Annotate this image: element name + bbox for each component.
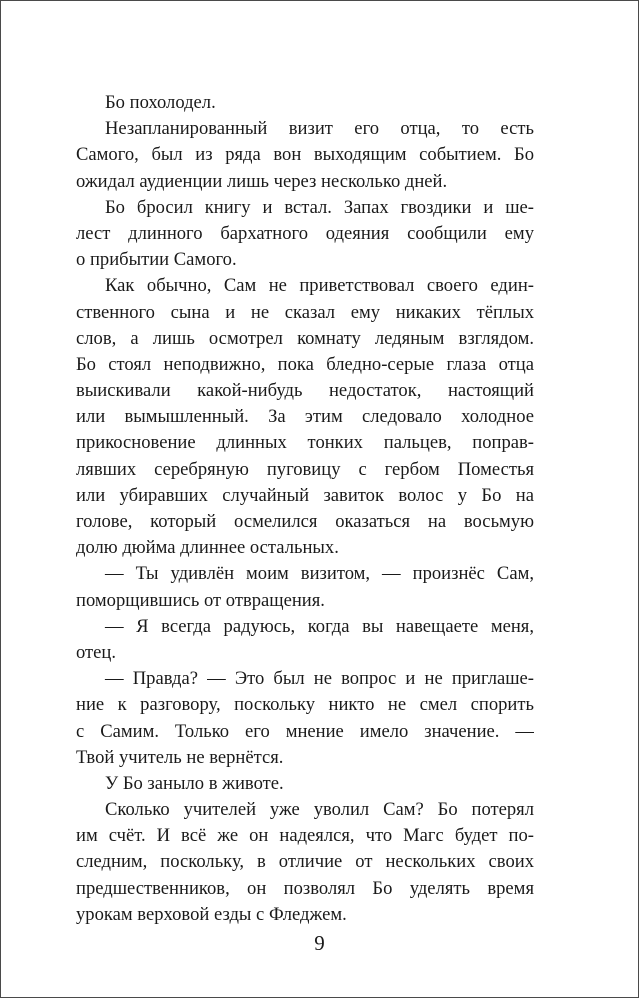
text-line: — Ты удивлён моим визитом, — произнёс Сам,	[105, 563, 534, 585]
text-line: Бо похолодел.	[105, 92, 216, 113]
text-line: — Я всегда радуюсь, когда вы навещаете меня,	[105, 615, 534, 637]
text-line: им счёт. И всё же он надеялся, что Магс будет по-	[76, 825, 534, 847]
text-line: о прибытии Самого.	[76, 249, 237, 271]
text-line: прикосновение длинных тонких пальцев, поправ-	[76, 432, 534, 454]
text-line: Бо бросил книгу и встал. Запах гвоздики и ше-	[105, 196, 534, 218]
text-line: долю дюйма длиннее остальных.	[76, 537, 339, 559]
text-line: отец.	[76, 641, 117, 663]
text-line: Бо стоял неподвижно, пока бледно-серые глаза отца	[76, 353, 534, 375]
text-line: слов, а лишь осмотрел комнату ледяным взглядом.	[76, 327, 534, 349]
text-line: Самого, был из ряда вон выходящим событием. Бо	[76, 144, 534, 166]
page-number: 9	[314, 931, 325, 955]
text-line: Сколько учителей уже уволил Сам? Бо потерял	[105, 799, 534, 821]
text-line: Незапланированный визит его отца, то есть	[105, 118, 534, 140]
body-text	[76, 90, 534, 928]
text-line: Твой учитель не вернётся.	[76, 746, 284, 768]
text-line: с Самим. Только его мнение имело значение. —	[76, 720, 534, 742]
text-line: ожидал аудиенции лишь через несколько дней.	[76, 170, 448, 192]
text-line: лест длинного бархатного одеяния сообщили ему	[76, 222, 534, 244]
text-line: предшественников, он позволял Бо уделять время	[76, 877, 534, 899]
text-line: — Правда? — Это был не вопрос и не приглаше-	[105, 668, 534, 690]
text-line: следним, поскольку, в отличие от нескольких своих	[76, 851, 534, 873]
text-line: лявших серебряную пуговицу с гербом Поместья	[76, 458, 534, 480]
text-line: ственного сына и не сказал ему никаких тёплых	[76, 301, 534, 323]
text-line: голове, который осмелился оказаться на восьмую	[76, 511, 534, 532]
text-line: или вымышленный. За этим следовало холодное	[76, 406, 534, 428]
text-line: ние к разговору, поскольку никто не смел спорить	[76, 694, 534, 716]
text-line: урокам верховой езды с Фледжем.	[76, 903, 347, 925]
text-line: Как обычно, Сам не приветствовал своего един-	[105, 275, 534, 297]
text-line: выискивали какой-нибудь недостаток, настоящий	[76, 380, 534, 402]
text-line: У Бо заныло в животе.	[105, 772, 284, 794]
text-line: поморщившись от отвращения.	[76, 589, 325, 611]
text-line: или убиравших случайный завиток волос у Бо на	[76, 484, 534, 506]
